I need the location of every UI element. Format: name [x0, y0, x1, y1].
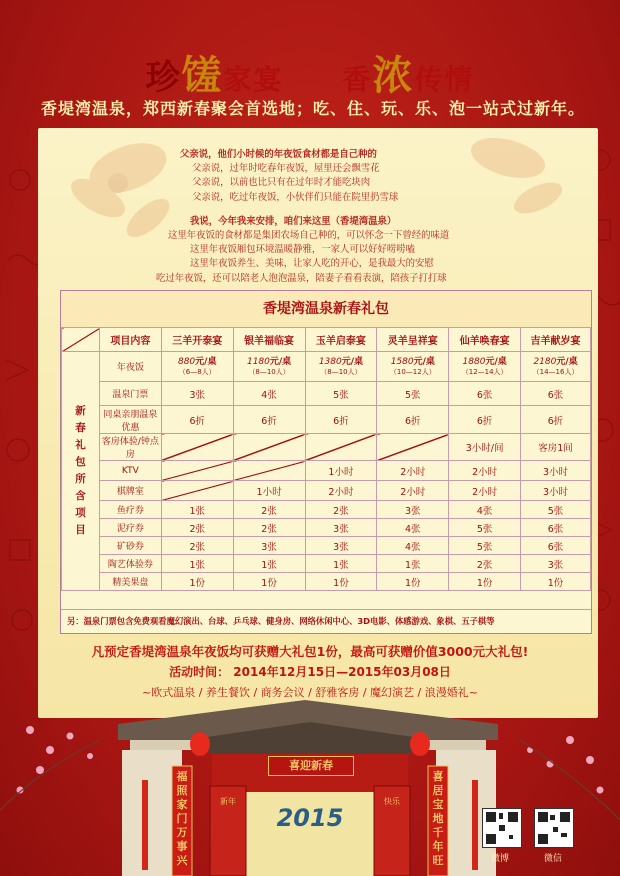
table-cell: 3张 — [377, 501, 449, 519]
table-cell: 5张 — [521, 501, 591, 519]
table-cell: 1小时 — [305, 461, 377, 481]
intro-text — [130, 148, 530, 286]
table-cell: 6折 — [521, 406, 591, 434]
table-row — [62, 537, 591, 555]
intro-line: 吃过年夜饭，还可以陪老人泡泡温泉，陪妻子看看表演，陪孩子打打球 — [156, 272, 447, 284]
gift-package-table-box — [60, 290, 592, 634]
column-header: 吉羊献岁宴 — [521, 328, 591, 352]
corner-label: 项目内容 — [99, 328, 161, 352]
price-cell: 2180元/桌 （14—16人） — [521, 352, 591, 382]
row-label: 温泉门票 — [99, 382, 161, 406]
wechat-label: 微信 — [544, 854, 563, 864]
table-cell: 3张 — [161, 382, 233, 406]
column-header: 仙羊唤春宴 — [449, 328, 521, 352]
row-label: 泥疗券 — [99, 519, 161, 537]
intro-line: 这里年夜饭养生、美味，让家人吃的开心，是我最大的安慰 — [190, 258, 434, 270]
door-right-text: 快乐 — [384, 797, 400, 806]
table-row — [62, 573, 591, 591]
corner-cell — [62, 328, 100, 352]
gate-banner: 喜迎新春 — [268, 756, 354, 776]
table-cell: 1份 — [377, 573, 449, 591]
row-label: 棋牌室 — [99, 481, 161, 501]
table-row — [62, 519, 591, 537]
table-cell: 1份 — [521, 573, 591, 591]
table-cell: 2张 — [305, 501, 377, 519]
table-cell: 3小时 — [521, 481, 591, 501]
price-cell: 1880元/桌 （12—14人） — [449, 352, 521, 382]
row-label: 鱼疗券 — [99, 501, 161, 519]
title-char-nong: 浓 — [372, 52, 415, 99]
table-cell: 2张 — [161, 537, 233, 555]
table-cell: 1张 — [377, 555, 449, 573]
empty-cell — [161, 481, 233, 501]
services-list: ~欧式温泉 / 养生餐饮 / 商务会议 / 舒雅客房 / 魔幻演艺 / 浪漫婚礼~ — [142, 686, 478, 699]
column-header: 灵羊呈祥宴 — [377, 328, 449, 352]
table-cell: 3张 — [305, 537, 377, 555]
table-cell: 2小时 — [377, 461, 449, 481]
table-row — [62, 555, 591, 573]
intro-line: 这里年夜饭的食材都是集团农场自己种的，可以怀念一下曾经的味道 — [168, 230, 450, 242]
table-row — [62, 434, 591, 461]
intro-line: 父亲说，吃过年夜饭，小伙伴们只能在院里扔雪球 — [192, 191, 399, 203]
row-label: 年夜饭 — [99, 352, 161, 382]
empty-cell — [161, 461, 233, 481]
intro-head-2: 我说，今年我来安排，咱们来这里（香堤湾温泉） — [190, 215, 397, 227]
table-cell: 2张 — [161, 519, 233, 537]
row-label: KTV — [99, 461, 161, 481]
intro-line: 父亲说，过年时吃春年夜饭，屋里还会飘雪花 — [192, 163, 380, 175]
title-text-chuanqing: 传情 — [414, 63, 475, 96]
promo-text: 凡预定香堤湾温泉年夜饭均可获赠大礼包1份，最高可获赠价值3000元大礼包! — [91, 644, 529, 659]
table-cell: 4张 — [377, 537, 449, 555]
door-left-text: 新年 — [220, 797, 236, 806]
table-cell: 6折 — [449, 406, 521, 434]
title-char-xiu: 馐 — [181, 52, 224, 99]
empty-cell — [161, 434, 233, 461]
column-header: 三羊开泰宴 — [161, 328, 233, 352]
intro-line: 这里年夜饭厢包环境温暖静雅，一家人可以好好唠唠嗑 — [190, 244, 416, 256]
table-cell: 2张 — [233, 501, 305, 519]
table-row — [62, 406, 591, 434]
dates-label: 活动时间： — [169, 665, 230, 679]
table-cell: 6折 — [377, 406, 449, 434]
table-cell: 6张 — [449, 382, 521, 406]
table-cell: 2张 — [233, 519, 305, 537]
price-cell: 1180元/桌 （8—10人） — [233, 352, 305, 382]
table-cell: 客房1间 — [521, 434, 591, 461]
table-cell: 2小时 — [449, 461, 521, 481]
table-cell: 4张 — [233, 382, 305, 406]
table-cell: 5张 — [377, 382, 449, 406]
table-caption: 香堤湾温泉新春礼包 — [61, 291, 591, 328]
table-cell: 6折 — [233, 406, 305, 434]
header-row — [62, 328, 591, 352]
subtitle: 香堤湾温泉，郑西新春聚会首选地；吃、住、玩、乐、泡一站式过新年。 — [40, 99, 585, 118]
table-cell: 1张 — [233, 555, 305, 573]
table-row — [62, 481, 591, 501]
row-label: 精美果盘 — [99, 573, 161, 591]
table-cell: 3张 — [233, 537, 305, 555]
empty-cell — [305, 434, 377, 461]
table-cell: 3小时/间 — [449, 434, 521, 461]
empty-cell — [377, 434, 449, 461]
price-cell: 1380元/桌 （8—10人） — [305, 352, 377, 382]
title-char-xiang: 香 — [342, 63, 373, 96]
empty-cell — [233, 461, 305, 481]
table-row — [62, 382, 591, 406]
table-cell: 6张 — [521, 382, 591, 406]
table-note: 另：温泉门票包含免费观看魔幻演出、台球、乒乓球、健身房、网络休闲中心、3D电影、体感游戏、象棋、五子棋等 — [61, 609, 591, 632]
table-cell: 2小时 — [377, 481, 449, 501]
table-cell: 2小时 — [305, 481, 377, 501]
title-char-zhen: 珍 — [145, 58, 182, 98]
row-label: 陶艺体验券 — [99, 555, 161, 573]
price-cell: 1580元/桌 （10—12人） — [377, 352, 449, 382]
table-cell: 1张 — [161, 555, 233, 573]
table-cell: 5张 — [305, 382, 377, 406]
table-cell: 4张 — [449, 501, 521, 519]
table-cell: 1份 — [449, 573, 521, 591]
weibo-label: 微博 — [491, 854, 510, 864]
intro-head-1: 父亲说，他们小时候的年夜饭食材都是自己种的 — [180, 149, 377, 160]
couplet-left: 福照家门万事兴 — [176, 770, 188, 867]
table-row — [62, 501, 591, 519]
table-cell: 5张 — [449, 519, 521, 537]
gift-package-table — [61, 327, 591, 591]
side-label: 新春礼包所含项目 — [62, 352, 100, 591]
table-cell: 1张 — [161, 501, 233, 519]
table-row — [62, 461, 591, 481]
couplet-right: 喜居宝地千年旺 — [432, 770, 444, 867]
table-cell: 1小时 — [233, 481, 305, 501]
table-row — [62, 352, 591, 382]
dates-value: 2014年12月15日—2015年03月08日 — [233, 665, 451, 679]
column-header: 玉羊启泰宴 — [305, 328, 377, 352]
row-label: 矿砂券 — [99, 537, 161, 555]
table-cell: 1份 — [161, 573, 233, 591]
table-cell: 3张 — [305, 519, 377, 537]
table-cell: 2张 — [449, 555, 521, 573]
table-cell: 1份 — [305, 573, 377, 591]
table-cell: 2小时 — [449, 481, 521, 501]
activity-dates — [0, 663, 620, 680]
table-cell: 1份 — [233, 573, 305, 591]
main-title — [0, 44, 620, 101]
wechat-qr-code — [534, 808, 574, 848]
table-cell: 3张 — [521, 555, 591, 573]
table-cell: 6张 — [521, 537, 591, 555]
gate-illustration — [0, 700, 620, 876]
intro-line: 父亲说，以前也比只有在过年时才能吃块肉 — [192, 177, 371, 189]
table-cell: 5张 — [449, 537, 521, 555]
gate-scene — [0, 700, 620, 876]
table-cell: 6折 — [305, 406, 377, 434]
table-cell: 6张 — [521, 519, 591, 537]
row-label: 客房体验/钟点房 — [99, 434, 161, 461]
title-text-jiayan: 家宴 — [223, 63, 284, 96]
table-cell: 1张 — [305, 555, 377, 573]
table-cell: 6折 — [161, 406, 233, 434]
empty-cell — [233, 434, 305, 461]
table-cell: 4张 — [377, 519, 449, 537]
price-cell: 880元/桌 （6—8人） — [161, 352, 233, 382]
table-cell: 3小时 — [521, 461, 591, 481]
column-header: 银羊福临宴 — [233, 328, 305, 352]
row-label: 同桌亲朋温泉优惠 — [99, 406, 161, 434]
weibo-qr-code — [482, 808, 522, 848]
year-logo: 2015 — [276, 804, 344, 832]
